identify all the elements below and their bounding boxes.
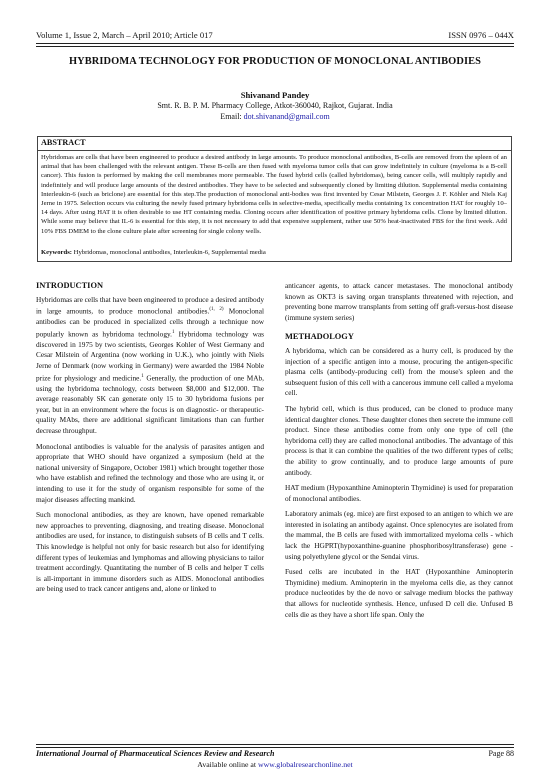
intro-paragraph-2: Monoclonal antibodies is valuable for the analysis of parasites antigen and appropriate that WHO should have organized a symposium (held at the national university of Singapore, October 1981) which brought together those who have establish and refined the technology and those who are using it, or intending to use it for the study of organism responsible for some of the major diseases affecting mankind. (36, 441, 264, 504)
intro-text-a: Hybridomas are cells that have been engineered to produce a desired antibody in large amounts, to produce monoclonal antibodies. (36, 294, 264, 316)
keywords-label: Keywords: (41, 249, 74, 256)
paper-title: HYBRIDOMA TECHNOLOGY FOR PRODUCTION OF MONOCLONAL ANTIBODIES (68, 56, 482, 67)
running-footer (36, 749, 514, 758)
journal-url-link[interactable]: www.globalresearchonline.net (257, 760, 353, 769)
footer-rule (36, 747, 514, 748)
issn: ISSN 0976 – 044X (448, 30, 514, 40)
citation: 1 (171, 329, 175, 335)
introduction-heading: INTRODUCTION (36, 281, 104, 290)
page-number: Page 88 (488, 749, 514, 758)
method-paragraph-1: A hybridoma, which can be considered as a hurry cell, is produced by the injection of a specific antigen into a mouse, procuring the antigen-specific plasma cells (antibody-producing cell) from the mouse's spleen and the subsequent fusion of this cell with a cancerous immune cell called a myeloma cell. (285, 345, 513, 398)
method-paragraph-5: Fused cells are incubated in the HAT (Hypoxanthine Aminopterin Thymidine) medium. Aminopterin in the myeloma cells die, as they cannot produce nucleotides by the de novo or salvage medium blocks the pathway that allows for nucleotide synthesis. Hence, unfused D cell die. Unfused B cells die as they have a short life span. Only the (285, 567, 513, 619)
journal-name: International Journal of Pharmaceutical Sciences Review and Research (36, 749, 275, 758)
intro-paragraph-continued: anticancer agents, to attack cancer metastases. The monoclonal antibody known as OKT3 is saving organ transplants threatened with rejection, and preventing bone marrow transplants from setting off graft-versus-host disease (immune system series) (285, 281, 513, 322)
method-paragraph-2: The hybrid cell, which is thus produced, can be cloned to produce many identical daughter clones. These daughter clones then secrete the immune cell product. Since these antibodies come from only one type of cell (the hybridoma cell) they are called monoclonal antibodies. The advantage of this process is that it can combine the qualities of the two different types of cells; the ability to grow continually, and to produce large amounts of pure antibody. (285, 403, 513, 477)
email-line (36, 112, 514, 121)
abstract-heading: ABSTRACT (41, 138, 86, 147)
header-rule (36, 43, 514, 44)
intro-text-c: Hybridoma technology was discovered in 1975 by two scientists, Georges Kohler of West Germany and Cesar Milstein of Argentina (now working in U.K.), who jointly with Niels Jerne of Denmark (now working in Germany) were awarded the 1984 Noble prize for physiology and medicine. (36, 329, 265, 383)
issue-info: Volume 1, Issue 2, March – April 2010; Article 017 (36, 30, 213, 40)
availability-line (36, 760, 514, 769)
header-rule-thin (36, 46, 514, 47)
affiliation: Smt. R. B. P. M. Pharmacy College, Atkot-360040, Rajkot, Gujarat. India (157, 101, 393, 110)
method-paragraph-4: Laboratory animals (eg. mice) are first exposed to an antigen to which we are interested in isolating an antibody against. Once splenocytes are isolated from the mammal, the B cells are fused with immortalized myeloma cells - which lack the HGPRT(hypoxanthine-guanine phosphoribosyltransferase) gene - using polyethylene glycol or the Sendai virus. (285, 509, 513, 561)
available-label: Available online at (197, 760, 258, 769)
footer-rule-thin (36, 744, 514, 745)
citation: 1 (141, 373, 144, 379)
abstract-rule (37, 150, 512, 151)
citation: (1, 2) (209, 307, 224, 313)
intro-text-b: Monoclonal antibodies can be produced in specialized cells through a technique now popularly known as hybridoma technology. (36, 306, 264, 339)
author-name: Shivanand Pandey (240, 90, 310, 100)
methodology-heading: METHADOLOGY (285, 332, 354, 342)
keywords: Hybridomas, monoclonal antibodies, Interleukin-6, Supplemental media (73, 249, 266, 256)
email-label: Email: (220, 112, 244, 121)
right-column (285, 281, 513, 625)
abstract-text: Hybridomas are cells that have been engineered to produce a desired antibody in large amounts. To produce monoclonal antibodies, B-cells are removed from the spleen of an animal that has been challenged with the relevant antigen. These B-cells are then fused with myeloma tumor cells that can grow indefinitely in culture (myeloma is a B-cell cancer). This fusion is performed by making the cell membranes more permeable. The fused hybrid cells (called hybridomas), being cancer cells, will multiply rapidly and indefinitely and will produce large amounts of the desired antibodies. They have to be selected and subsequently cloned by limiting dilution. Supplemental media containing Interleukin-6 (such as briclone) are essential for this step.The production of monoclonal anti-bodies was first invented by Cesar Milstein, Georges J. F. Köhler and Niels Kaj Jerne in 1975. Selection occurs via culturing the newly fused primary hybridoma cells in selective-media, specifically media containing 1x concentration HAT for roughly 10–14 days. After using HAT it is often desirable to use HT containing media. Cloning occurs after identification of positive primary hybridoma cells. Clone by limited dilution. While some may believe that IL-6 is essential for this step, it is not necessary to add that expensive supplement, rather use 50% heat-inactivated FBS for the first week. Add 10% FBS DMEM to the clone culture plate after screening for single colony wells. (41, 154, 507, 235)
email-link[interactable]: dot.shivanand@gmail.com (243, 112, 330, 121)
left-column (36, 281, 264, 600)
intro-paragraph-1 (36, 295, 264, 437)
intro-text-d: Generally, the production of one MAb, using the hybridoma technology, costs between $8,000 and $12,000. The average reasonably SK can generate only 15 to 30 hybridoma fusions per year, but in an environment where the focus is on diagnostic- or therapeutic-quality MAbs, there are additional significant limitations than can further decrease throughput. (36, 373, 264, 435)
method-paragraph-3: HAT medium (Hypoxanthine Aminopterin Thymidine) is used for preparation of monoclonal antibodies. (285, 483, 513, 503)
intro-paragraph-3: Such monoclonal antibodies, as they are known, have opened remarkable new approaches to preventing, diagnosing, and treating disease. Monoclonal antibodies are used, for instance, to distinguish subsets of B cells and T cells. This knowledge is helpful not only for basic research but also for identifying different types of leukemias and lymphomas and allowing physicians to tailor treatment accordingly. Quantitating the number of B cells and helper T cells is all-important in immune disorders such as AIDS. Monoclonal antibodies are being used to track cancer antigens and, alone or linked to (36, 510, 264, 594)
running-header (36, 30, 514, 40)
keywords-line (41, 249, 507, 256)
